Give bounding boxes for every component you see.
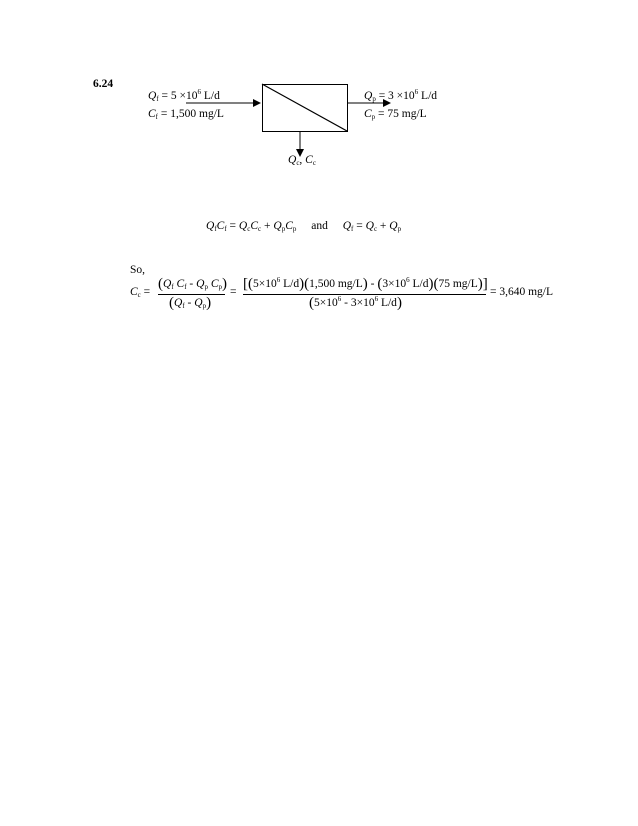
permeate-flow-label: $Q_p = 3 \times 10^6$ L/d: [364, 88, 438, 103]
feed-flow-label: $Q_f = 5 \times 10^6$ L/d: [148, 88, 220, 103]
concentrate-label: $Q_c$, $C_c$: [288, 154, 316, 167]
mass-balance-equation: $Q_fC_f = Q_cC_c + Q_pC_p$ and $Q_f = Q_c + Q_p$: [206, 220, 402, 233]
feed-concentration-label: $C_f = 1,500$ mg/L: [148, 108, 224, 121]
permeate-concentration-label: $C_p = 75$ mg/L: [364, 108, 427, 121]
fraction2-numerator: [($5\times 10^6$ L/d)(1,500 $mg/L) - (3\times 10^6$ L/d)(75 mg/L)]: [243, 276, 488, 292]
so-label: So,: [130, 264, 146, 276]
cc-lhs: $C_c$ =: [130, 286, 151, 299]
fraction1-numerator: ($Q_f$ $C_f - Q_p$ $C_p$): [158, 276, 227, 292]
membrane-diagonal: [262, 84, 347, 131]
problem-number: 6.24: [93, 78, 114, 90]
result-value: = 3,640 mg/L: [490, 286, 554, 298]
diagram-arrows: [0, 0, 638, 200]
fraction2-denominator: ($5\times 10^6 - 3\times 10^6$ L/d): [309, 295, 402, 311]
fraction1-denominator: $(Q_f - Q_p)$: [169, 295, 212, 311]
equals-mid: =: [230, 286, 237, 298]
